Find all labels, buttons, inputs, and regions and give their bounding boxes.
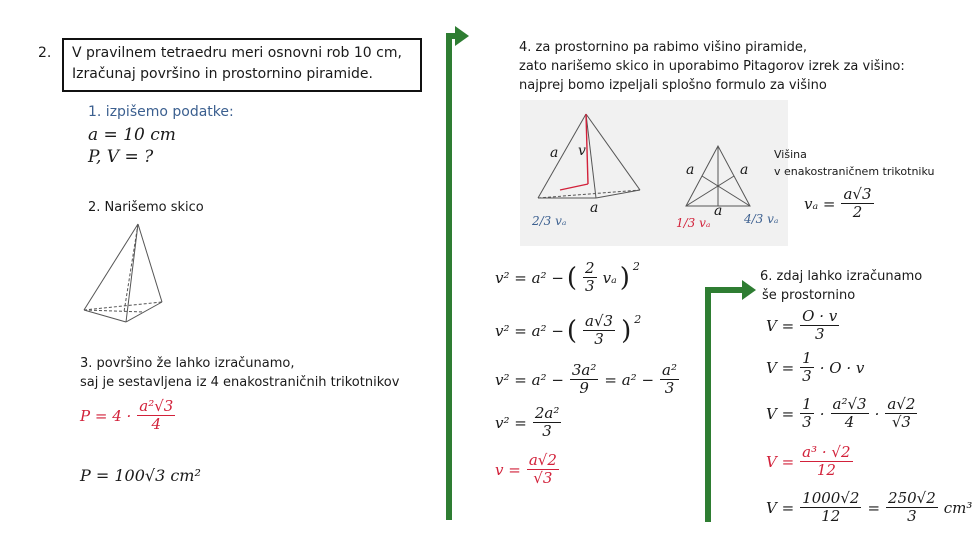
volume-row-3 (766, 396, 920, 431)
sketch-label-base-a: a (590, 200, 599, 216)
volume-row-1 (766, 308, 842, 343)
derivation-1-num: 2 (585, 259, 595, 277)
volume-3-dot2: · (874, 404, 880, 423)
derivation-4-num: 2a² (534, 404, 560, 422)
derivation-row-5 (495, 452, 562, 487)
surface-num: a²√3 (139, 397, 174, 415)
step3-line-1: 3. površino že lahko izračunamo, (80, 356, 295, 371)
step6-line-2: še prostornino (762, 288, 856, 303)
sketch-label-one-third: 1/3 vₐ (676, 216, 711, 230)
step1-heading: 1. izpišemo podatke: (88, 104, 234, 120)
volume-3-den: 3 (802, 413, 812, 431)
derivation-2-num: a√3 (585, 312, 614, 330)
volume-2-den: 3 (802, 367, 812, 385)
sketch-label-triangle-a-base: a (714, 203, 723, 219)
tetrahedron-sketch (78, 220, 178, 338)
height-label-2: v enakostraničnem trikotniku (774, 165, 935, 178)
volume-2-tail: · O · v (819, 358, 865, 377)
surface-result: P = 100√3 cm² (80, 466, 201, 485)
va-num: a√3 (843, 185, 872, 203)
derivation-1-den: 3 (585, 277, 595, 295)
task-line-2: Izračunaj površino in prostornino piramide. (72, 66, 373, 82)
derivation-3-num2: a² (662, 361, 677, 379)
volume-3-den3: √3 (891, 413, 911, 431)
va-lhs: vₐ = (804, 194, 836, 213)
paren-open: ( (566, 262, 578, 293)
derivation-4-lhs: v² = (495, 413, 527, 432)
sketch-label-triangle-a-left: a (686, 162, 695, 178)
derivation-2-lhs: v² = a² − (495, 321, 564, 340)
derivation-row-4 (495, 405, 564, 440)
volume-5-num2: 250√2 (888, 489, 936, 507)
volume-3-num2: a²√3 (832, 395, 867, 413)
task-number: 2. (38, 45, 52, 61)
volume-3-num3: a√2 (887, 395, 916, 413)
volume-3-num: 1 (802, 395, 812, 413)
volume-3-dot: · (819, 404, 825, 423)
volume-5-den: 12 (821, 507, 841, 525)
volume-5-den2: 3 (907, 507, 917, 525)
paren-close: ) (621, 315, 632, 346)
surface-formula (80, 398, 178, 433)
step4-line-1: 4. za prostornino pa rabimo višino piramide, (519, 40, 807, 55)
sketch-label-four-thirds: 4/3 vₐ (744, 212, 779, 226)
volume-2-num: 1 (802, 349, 812, 367)
derivation-row-3 (495, 362, 682, 397)
derivation-3-den2: 3 (664, 379, 675, 397)
derivation-5-den: √3 (533, 469, 553, 487)
arrow-right-icon (455, 26, 469, 46)
derivation-3-mid: = a² − (604, 370, 655, 389)
task-line-1: V pravilnem tetraedru meri osnovni rob 10 cm, (72, 45, 402, 61)
volume-row-2 (766, 350, 864, 385)
derivation-2-den: 3 (594, 330, 604, 348)
sketch-label-a: a (550, 145, 559, 161)
step3-line-2: saj je sestavljena iz 4 enakostraničnih trikotnikov (80, 375, 400, 390)
sketch-label-v: v (578, 143, 586, 159)
step1-unknown: P, V = ? (88, 147, 154, 167)
surface-lhs: P = 4 · (80, 406, 132, 425)
green-arrow-1-shaft (446, 36, 452, 520)
height-formula (804, 186, 877, 221)
derivation-5-num: a√2 (528, 451, 557, 469)
derivation-3-lhs: v² = a² − (495, 370, 564, 389)
volume-4-lhs: V = (766, 452, 795, 471)
sketch-label-triangle-a-right: a (740, 162, 749, 178)
arrow-right-icon (742, 280, 756, 300)
volume-5-tail: cm³ (943, 498, 972, 517)
derivation-3-den: 9 (579, 379, 589, 397)
step4-line-3: najprej bomo izpeljali splošno formulo za višino (519, 78, 827, 93)
volume-1-den: 3 (814, 325, 825, 343)
volume-4-den: 12 (816, 461, 836, 479)
derivation-row-1 (495, 260, 640, 295)
task-box (62, 38, 422, 92)
sketch-label-two-thirds: 2/3 vₐ (532, 214, 567, 228)
volume-5-lhs: V = (766, 498, 795, 517)
derivation-4-den: 3 (542, 422, 552, 440)
va-den: 2 (852, 203, 863, 221)
volume-1-lhs: V = (766, 316, 795, 335)
derivation-1-lhs: v² = a² − (495, 268, 564, 287)
step2-heading: 2. Narišemo skico (88, 200, 204, 215)
surface-den: 4 (151, 415, 162, 433)
volume-2-lhs: V = (766, 358, 795, 377)
volume-5-num: 1000√2 (802, 489, 860, 507)
volume-3-den2: 4 (844, 413, 855, 431)
step1-given: a = 10 cm (88, 125, 176, 145)
step6-line-1: 6. zdaj lahko izračunamo (760, 269, 923, 284)
height-label-1: Višina (774, 148, 807, 161)
derivation-3-num: 3a² (571, 361, 597, 379)
derivation-5-lhs: v = (495, 460, 521, 479)
green-arrow-2-top (705, 287, 745, 293)
derivation-2-exp: 2 (634, 313, 642, 326)
volume-row-5 (766, 490, 972, 525)
volume-4-num: a³ · √2 (802, 443, 851, 461)
volume-row-4 (766, 444, 856, 479)
paren-open: ( (566, 315, 578, 346)
derivation-row-2 (495, 313, 641, 348)
derivation-1-exp: 2 (632, 260, 640, 273)
step4-line-2: zato narišemo skico in uporabimo Pitagorov izrek za višino: (519, 59, 905, 74)
volume-1-num: O · v (802, 307, 838, 325)
volume-5-mid: = (867, 498, 881, 517)
volume-3-lhs: V = (766, 404, 795, 423)
paren-close: ) (619, 262, 630, 293)
green-arrow-2-shaft (705, 290, 711, 522)
derivation-1-tail: vₐ (602, 268, 617, 287)
